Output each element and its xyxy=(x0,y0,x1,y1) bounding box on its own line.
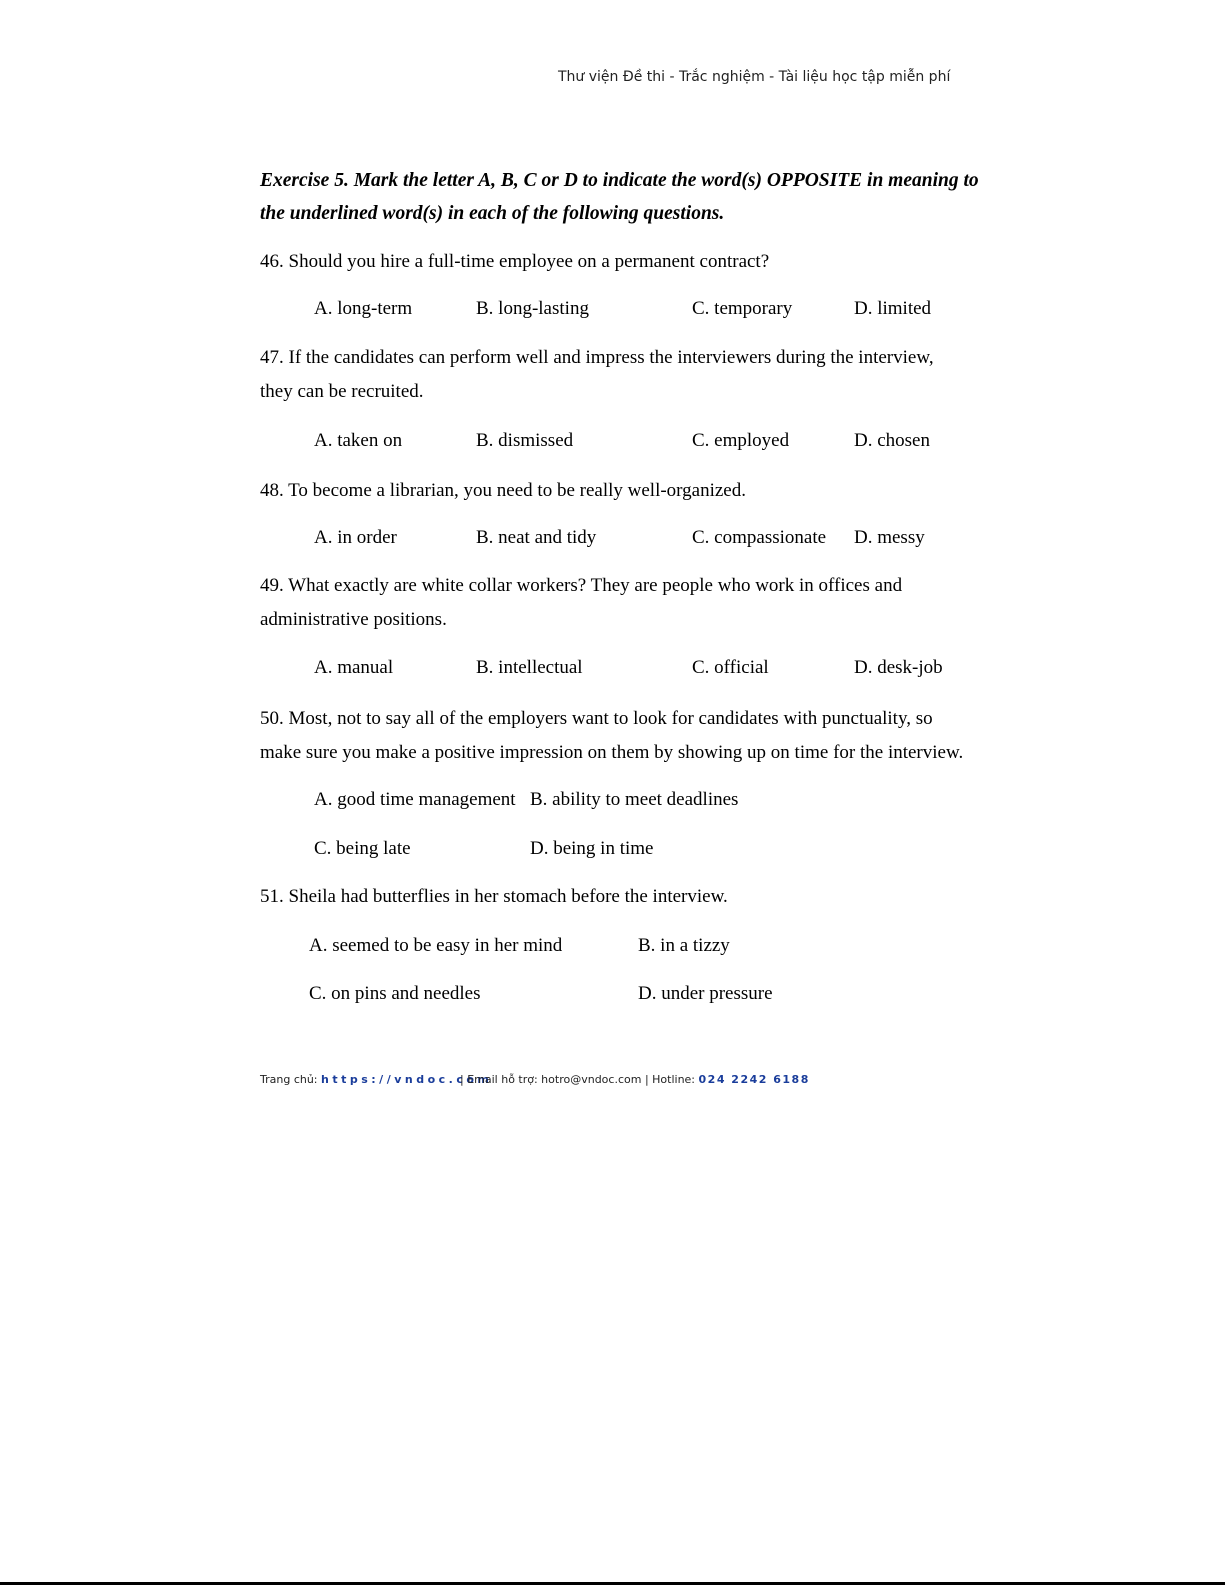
question-51: 51. Sheila had butterflies in her stomach before the interview. xyxy=(260,886,728,907)
question-49 xyxy=(260,569,1000,637)
footer-home-link[interactable]: https://vndoc.com xyxy=(321,1073,493,1086)
footer-home-label: Trang chủ: xyxy=(260,1073,318,1086)
q50-option-d: D. being in time xyxy=(530,838,654,859)
question-48: 48. To become a librarian, you need to be really well-organized. xyxy=(260,480,746,501)
q51-option-a: A. seemed to be easy in her mind xyxy=(309,935,563,956)
exercise-line-1: Exercise 5. Mark the letter A, B, C or D to indicate the word(s) OPPOSITE in meaning to xyxy=(260,170,979,191)
q47-option-c: C. employed xyxy=(692,430,790,451)
q47-option-b: B. dismissed xyxy=(476,430,574,451)
q51-option-c: C. on pins and needles xyxy=(309,983,481,1004)
footer-contact xyxy=(460,1073,810,1086)
q49-option-a: A. manual xyxy=(314,657,394,678)
question-50 xyxy=(260,702,1000,770)
q51-option-b: B. in a tizzy xyxy=(638,935,730,956)
q46-option-d: D. limited xyxy=(854,298,932,319)
q48-option-c: C. compassionate xyxy=(692,527,827,548)
question-47-line-2: they can be recruited. xyxy=(260,381,424,402)
question-49-line-2: administrative positions. xyxy=(260,609,447,630)
q48-option-a: A. in order xyxy=(314,527,397,548)
question-50-line-2: make sure you make a positive impression on them by showing up on time for the interview. xyxy=(260,742,964,763)
question-49-line-1: 49. What exactly are white collar workers? They are people who work in offices and xyxy=(260,575,903,596)
q49-option-c: C. official xyxy=(692,657,769,678)
q50-option-c: C. being late xyxy=(314,838,411,859)
question-50-line-1: 50. Most, not to say all of the employers want to look for candidates with punctuality, so xyxy=(260,708,933,729)
exercise-instructions xyxy=(260,164,990,230)
q50-option-a: A. good time management xyxy=(314,789,516,810)
q49-option-b: B. intellectual xyxy=(476,657,583,678)
q48-option-d: D. messy xyxy=(854,527,925,548)
q46-option-c: C. temporary xyxy=(692,298,793,319)
question-47-line-1: 47. If the candidates can perform well and impress the interviewers during the interview, xyxy=(260,347,934,368)
page-header: Thư viện Đề thi - Trắc nghiệm - Tài liệu học tập miễn phí xyxy=(558,69,951,85)
question-47 xyxy=(260,341,1000,409)
q50-option-b: B. ability to meet deadlines xyxy=(530,789,739,810)
q47-option-a: A. taken on xyxy=(314,430,403,451)
exercise-line-2: the underlined word(s) in each of the following questions. xyxy=(260,203,725,224)
footer-email-text: | Email hỗ trợ: hotro@vndoc.com | Hotline: xyxy=(460,1073,696,1086)
page-footer xyxy=(260,1073,810,1086)
q46-option-b: B. long-lasting xyxy=(476,298,589,319)
q47-option-d: D. chosen xyxy=(854,430,930,451)
question-46: 46. Should you hire a full-time employee on a permanent contract? xyxy=(260,251,770,272)
q51-option-d: D. under pressure xyxy=(638,983,773,1004)
footer-hotline: 024 2242 6188 xyxy=(698,1073,810,1086)
q49-option-d: D. desk-job xyxy=(854,657,943,678)
q46-option-a: A. long-term xyxy=(314,298,413,319)
q48-option-b: B. neat and tidy xyxy=(476,527,597,548)
